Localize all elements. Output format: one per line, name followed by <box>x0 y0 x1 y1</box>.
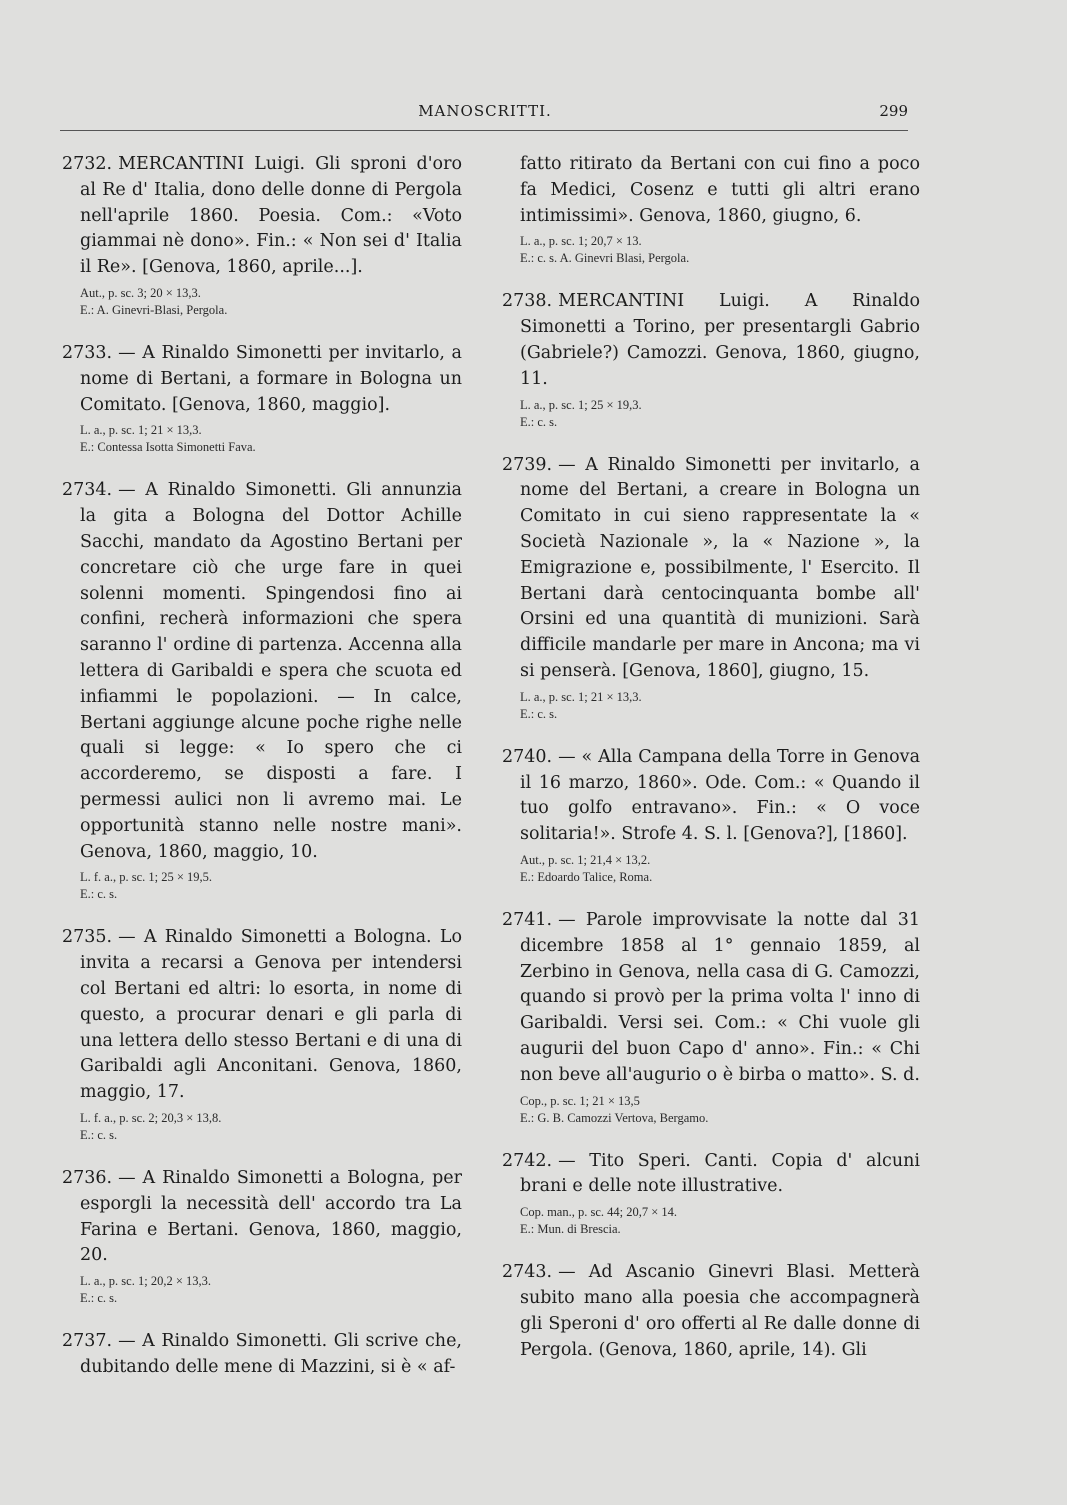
owner-line: E.: c. s. <box>80 887 118 902</box>
physical-description: Cop. man., p. sc. 44; 20,7 × 14. <box>520 1205 678 1220</box>
entry-number: 2741. <box>502 909 553 930</box>
entry-text <box>502 1260 920 1363</box>
entry-metadata <box>520 689 920 723</box>
catalog-entry <box>502 1260 920 1363</box>
entry-number: 2743. <box>502 1262 553 1283</box>
entry-text <box>502 453 920 685</box>
catalog-entry <box>502 453 920 723</box>
header-rule <box>60 130 908 131</box>
owner-line: E.: G. B. Camozzi Vertova, Bergamo. <box>520 1110 709 1125</box>
physical-description: L. a., p. sc. 1; 21 × 13,3. <box>520 689 642 704</box>
entry-number: 2738. <box>502 291 553 312</box>
catalog-entry <box>502 289 920 430</box>
entry-metadata <box>80 1273 462 1307</box>
running-head <box>60 100 910 124</box>
entry-number: 2733. <box>62 342 113 363</box>
entry-metadata <box>80 285 462 319</box>
entry-text <box>502 745 920 848</box>
entry-description: — « Alla Campana della Torre in Genova il 16 marzo, 1860». Ode. Com.: « Quando il tuo golfo entravano». Fin.: « O voce solitaria!». Strofe 4. S. l. [Genova?], [1860]. <box>520 746 920 845</box>
entry-text <box>62 1166 462 1269</box>
owner-line: E.: Contessa Isotta Simonetti Fava. <box>80 440 256 455</box>
entry-number: 2734. <box>62 480 113 501</box>
physical-description: Aut., p. sc. 3; 20 × 13,3. <box>80 285 201 300</box>
entry-metadata <box>520 397 920 431</box>
physical-description: L. f. a., p. sc. 2; 20,3 × 13,8. <box>80 1110 222 1125</box>
entry-text <box>62 925 462 1106</box>
catalog-entry <box>62 341 462 456</box>
entry-description: — A Rinaldo Simonetti a Bologna, per esporgli la necessità dell' accordo tra La Farina e Bertani. Genova, 1860, maggio, 20. <box>80 1167 462 1266</box>
owner-line: E.: c. s. <box>520 414 558 429</box>
entry-metadata <box>520 233 920 267</box>
physical-description: Cop., p. sc. 1; 21 × 13,5 <box>520 1093 640 1108</box>
entry-number: 2739. <box>502 454 553 475</box>
entry-number: 2737. <box>62 1331 113 1352</box>
catalog-entry <box>62 478 462 903</box>
entry-metadata <box>520 1204 920 1238</box>
entry-text <box>62 341 462 418</box>
physical-description: L. a., p. sc. 1; 21 × 13,3. <box>80 423 202 438</box>
owner-line: E.: c. s. <box>520 706 558 721</box>
entry-metadata <box>80 869 462 903</box>
entry-description: — Tito Speri. Canti. Copia d' alcuni brani e delle note illustrative. <box>520 1150 920 1197</box>
catalog-entry <box>502 1149 920 1239</box>
catalog-entry <box>62 1329 462 1381</box>
right-column <box>502 152 920 1385</box>
catalog-entry <box>62 152 462 319</box>
entry-text <box>502 289 920 392</box>
catalog-entry <box>502 152 920 267</box>
entry-number: 2742. <box>502 1150 553 1171</box>
entry-description: — A Rinaldo Simonetti. Gli scrive che, dubitando delle mene di Mazzini, si è « af- <box>80 1331 462 1377</box>
entry-description: MERCANTINI Luigi. A Rinaldo Simonetti a Torino, per presentargli Gabrio (Gabriele?) Camozzi. Genova, 1860, giugno, 11. <box>520 291 920 389</box>
entry-description: — Ad Ascanio Ginevri Blasi. Metterà subito mano alla poesia che accompagnerà gli Speroni d' oro offerti al Re dalle donne di Pergola. (Genova, 1860, aprile, 14). Gli <box>520 1262 920 1360</box>
entry-description: — A Rinaldo Simonetti. Gli annunzia la gita a Bologna del Dottor Achille Sacchi, mandato da Agostino Bertani per concretare ciò che urge fare in quei solenni momenti. Spingendosi fino ai confini, recherà informazioni che spera saranno l' ordine di partenza. Accenna alla lettera di Garibaldi e spera che scuota ed infiammi le popolazioni. — In calce, Bertani aggiunge alcune poche righe nelle quali si legge: « Io spero che ci accorderemo, se disposti a fare. I permessi aulici non li avremo mai. Le opportunità stanno nelle nostre mani». Genova, 1860, maggio, 10. <box>80 480 462 862</box>
entry-metadata <box>520 1093 920 1127</box>
section-title: MANOSCRITTI. <box>418 102 552 120</box>
physical-description: L. a., p. sc. 1; 20,2 × 13,3. <box>80 1274 211 1289</box>
owner-line: E.: c. s. <box>80 1127 118 1142</box>
entry-number: 2735. <box>62 927 113 948</box>
owner-line: E.: A. Ginevri-Blasi, Pergola. <box>80 302 228 317</box>
entry-text <box>62 1329 462 1381</box>
entry-text <box>502 152 920 229</box>
entry-text <box>62 152 462 281</box>
catalog-entry <box>502 908 920 1127</box>
entry-description: MERCANTINI Luigi. Gli sproni d'oro al Re d' Italia, dono delle donne di Pergola nell'aprile 1860. Poesia. Com.: «Voto giammai nè dono». Fin.: « Non sei d' Italia il Re». [Genova, 1860, aprile...]. <box>80 154 462 278</box>
entry-metadata <box>520 852 920 886</box>
entry-metadata <box>80 1110 462 1144</box>
entry-description: — A Rinaldo Simonetti per invitarlo, a nome del Bertani, a creare in Bologna un Comitato in cui sieno rappresentate la « Società Nazionale », la « Nazione », la Emigrazione e, possibilmente, l' Esercito. Il Bertani darà centocinquanta bombe all' Orsini ed una quantità di munizioni. Sarà difficile mandarle per mare in Ancona; ma vi si penserà. [Genova, 1860], giugno, 15. <box>520 454 920 681</box>
entry-text <box>502 908 920 1089</box>
entry-description: — Parole improvvisate la notte dal 31 dicembre 1858 al 1° gennaio 1859, al Zerbino in Genova, nella casa di G. Camozzi, quando si provò per la prima volta l' inno di Garibaldi. Versi sei. Com.: « Chi vuole gli augurii del buon Capo d' anno». Fin.: « Chi non beve all'augurio o è birba o matto». S. d. <box>520 909 920 1085</box>
owner-line: E.: Edoardo Talice, Roma. <box>520 869 653 884</box>
left-column <box>62 152 462 1403</box>
physical-description: L. a., p. sc. 1; 20,7 × 13. <box>520 234 642 249</box>
owner-line: E.: c. s. A. Ginevri Blasi, Pergola. <box>520 251 690 266</box>
catalog-entry <box>502 745 920 886</box>
page-number: 299 <box>879 102 908 120</box>
entry-number: 2732. <box>62 154 113 174</box>
entry-number: 2736. <box>62 1167 113 1188</box>
entry-description: fatto ritirato da Bertani con cui fino a poco fa Medici, Cosenz e tutti gli altri erano intimissimi». Genova, 1860, giugno, 6. <box>520 154 920 226</box>
owner-line: E.: c. s. <box>80 1291 118 1306</box>
catalog-entry <box>62 925 462 1144</box>
entry-number: 2740. <box>502 746 553 767</box>
physical-description: L. f. a., p. sc. 1; 25 × 19,5. <box>80 870 213 885</box>
entry-description: — A Rinaldo Simonetti a Bologna. Lo invita a recarsi a Genova per intendersi col Bertani ed altri: lo esorta, in nome di questo, a procurar denari e gli parla di una lettera dello stesso Bertani e di una di Garibaldi agli Anconitani. Genova, 1860, maggio, 17. <box>80 927 462 1103</box>
entry-metadata <box>80 422 462 456</box>
physical-description: Aut., p. sc. 1; 21,4 × 13,2. <box>520 852 651 867</box>
entry-text <box>62 478 462 865</box>
physical-description: L. a., p. sc. 1; 25 × 19,3. <box>520 397 642 412</box>
entry-description: — A Rinaldo Simonetti per invitarlo, a nome di Bertani, a formare in Bologna un Comitato. [Genova, 1860, maggio]. <box>80 342 462 415</box>
entry-text <box>502 1149 920 1201</box>
owner-line: E.: Mun. di Brescia. <box>520 1222 621 1237</box>
catalog-entry <box>62 1166 462 1307</box>
